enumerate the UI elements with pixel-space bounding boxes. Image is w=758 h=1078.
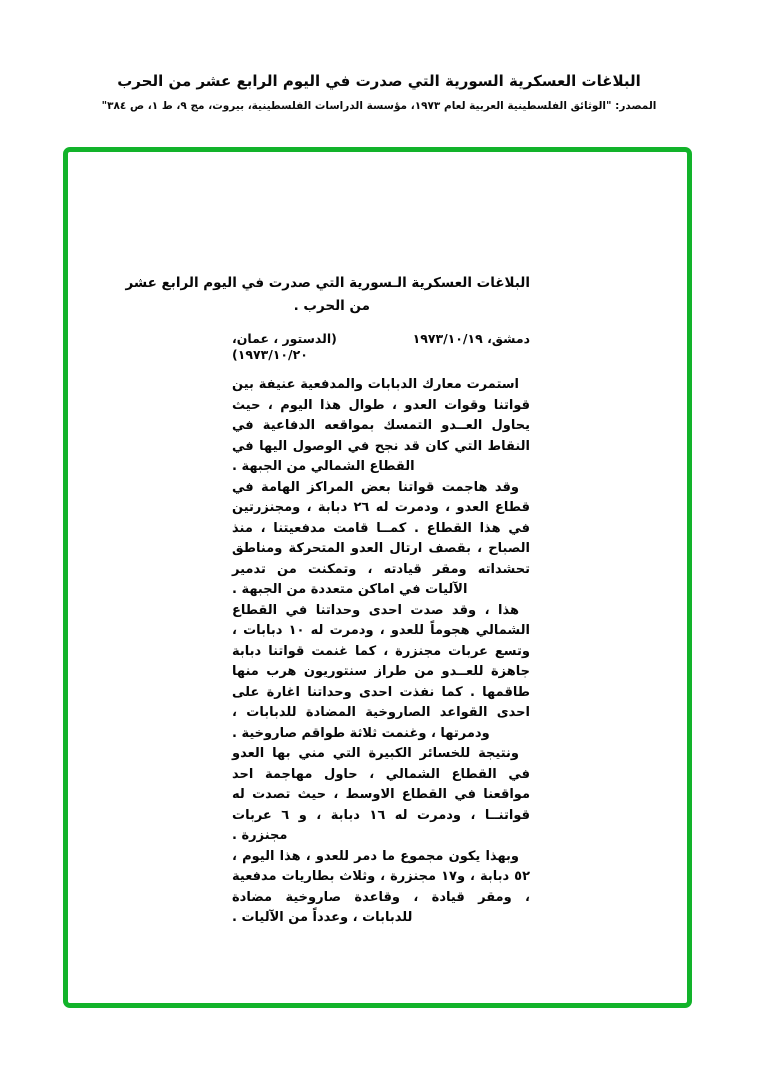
document-title	[125, 272, 530, 318]
dateline	[232, 331, 530, 363]
source-citation: المصدر: "الوثائق الفلسطينية العربية لعام ١٩٧٣، مؤسسة الدراسات الفلسطينية، بيروت، مج ٩، ط ١، ص ٣٨٤"	[101, 100, 657, 112]
dateline-city-date: دمشق، ١٩٧٣/١٠/١٩	[412, 331, 530, 346]
scanned-document	[125, 272, 531, 929]
document-title-line1: البلاغات العسكرية الـسورية التي صدرت في اليوم الرابع عشر	[125, 275, 530, 291]
doc-paragraph-4: ونتيجة للخسائر الكبيرة التي مني بها العدو في القطاع الشمالي ، حاول مهاجمة احد مواقعنا في القطاع الاوسط ، حيث تصدت له قواتنــا ، ودمرت له ١٦ دبابة ، و ٦ عربات مجنزرة .	[232, 746, 530, 843]
dateline-publication-line1: (الدستور ، عمان،	[232, 331, 337, 346]
doc-paragraph-1: استمرت معارك الدبابات والمدفعية عنيفة بين قواتنا وقوات العدو ، طوال هذا اليوم ، حيث يحاول العــدو التمسك بمواقعه الدفاعية في النقاط التي كان قد نجح في الوصول اليها في القطاع الشمالي من الجبهة .	[232, 377, 530, 474]
page-title: البلاغات العسكرية السورية التي صدرت في اليوم الرابع عشر من الحرب	[117, 72, 641, 90]
doc-paragraph-5: وبهذا يكون مجموع ما دمر للعدو ، هذا اليوم ، ٥٢ دبابة ، و١٧ مجنزرة ، وثلاث بطاريات مدفعية ، ومقر قيادة ، وقاعدة صاروخية مضادة للدبابات ، وعدداً من الآليات .	[232, 848, 531, 925]
doc-paragraph-3: هذا ، وقد صدت احدى وحداتنا في القطاع الشمالي هجوماً للعدو ، ودمرت له ١٠ دبابات ، وتسع عربات مجنزرة ، كما غنمت قواتنا دبابة جاهزة للعــدو من طراز سنتوريون هرب منها طاقمها . كما نفذت احدى وحداتنا اغارة على احدى القواعد الصاروخية المضادة للدبابات ، ودمرتها ، وغنمت ثلاثة طواقم صاروخية .	[232, 602, 530, 741]
doc-paragraph-2: وقد هاجمت قواتنا بعض المراكز الهامة في قطاع العدو ، ودمرت له ٢٦ دبابة ، ومجنزرتين في هذا القطاع . كمــا قامت مدفعيتنا ، منذ الصباح ، بقصف ارتال العدو المتحركة ومناطق تحشداته ومقر قيادته ، وتمكنت من تدمير الآليات في اماكن متعددة من الجبهة .	[232, 479, 530, 597]
document-frame	[63, 147, 692, 1008]
dateline-publication-line2: ١٩٧٣/١٠/٢٠)	[232, 347, 308, 362]
document-title-line2: من الحرب .	[293, 298, 370, 314]
dateline-publication	[232, 331, 337, 363]
